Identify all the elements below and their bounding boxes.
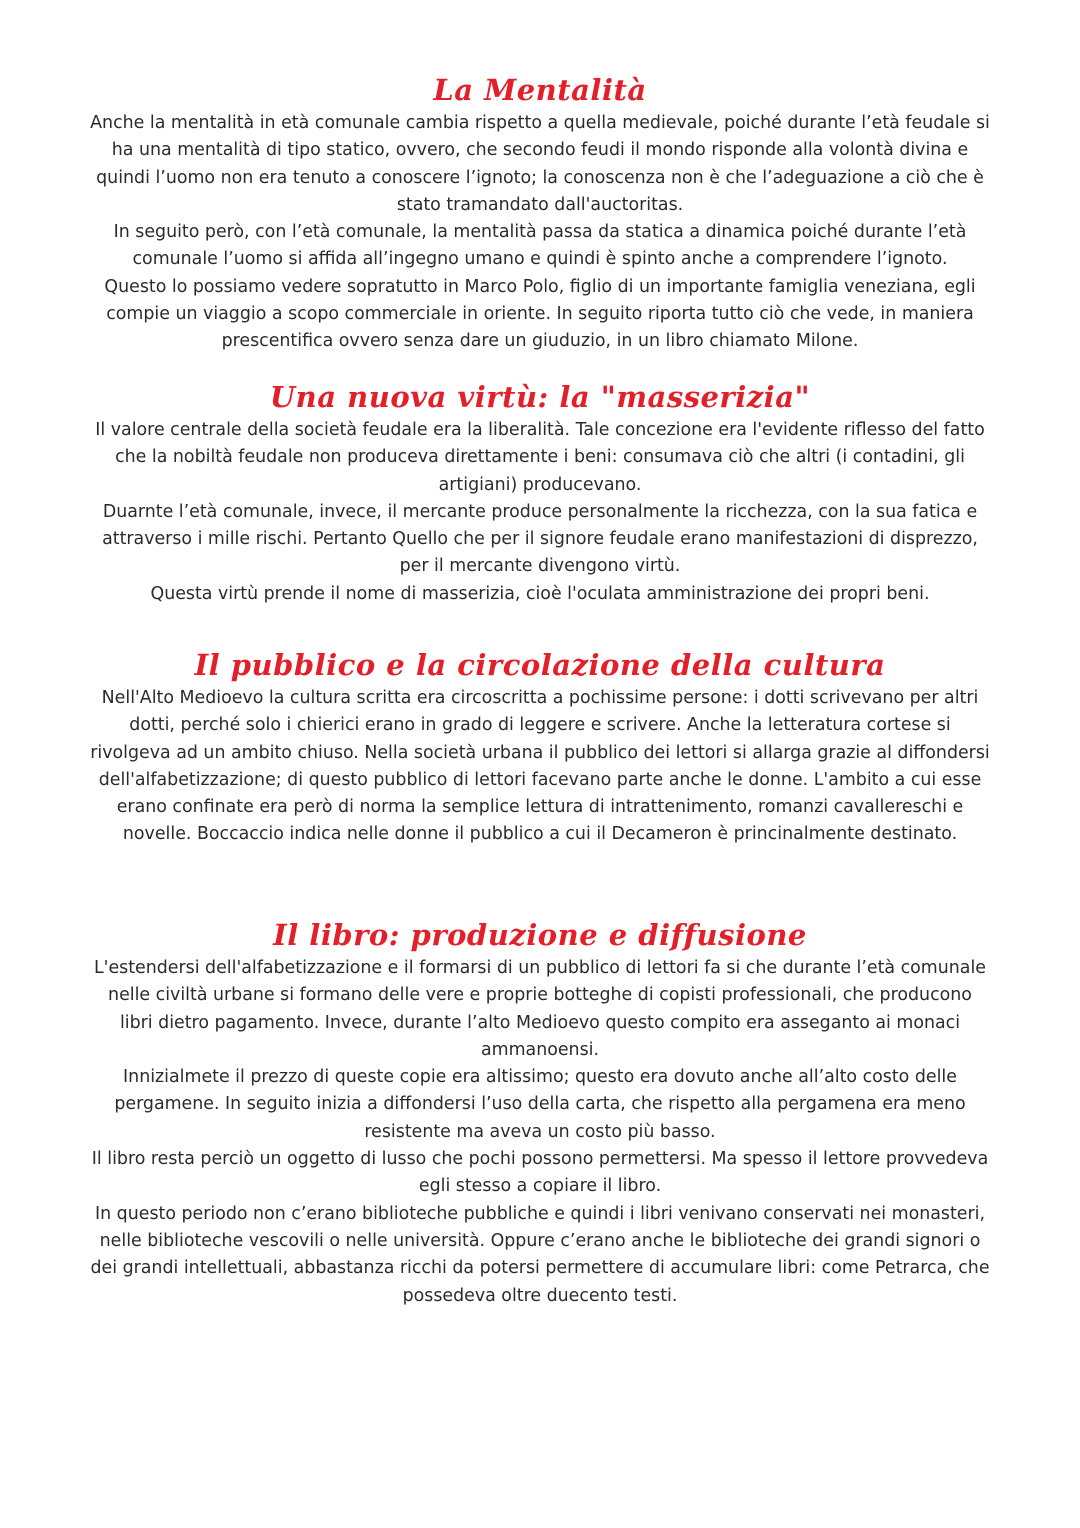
section-masserizia xyxy=(90,377,990,608)
section-mentalita xyxy=(90,70,990,356)
paragraph: Anche la mentalità in età comunale cambia rispetto a quella medievale, poiché durante l’età feudale si ha una mentalità di tipo statico, ovvero, che secondo feudi il mondo risponde alla volontà divina e quindi l’uomo non era tenuto a conoscere l’ignoto; la conoscenza non è che l’adeguazione a ciò che è stato tramandato dall'auctoritas. xyxy=(90,113,990,215)
paragraph: Il valore centrale della società feudale era la liberalità. Tale concezione era l'evidente riflesso del fatto che la nobiltà feudale non produceva direttamente i beni: consumava ciò che altri (i contadini, gli artigiani) producevano. xyxy=(95,420,985,495)
section-libro xyxy=(90,915,990,1310)
section-title: Una nuova virtù: la "masserizia" xyxy=(269,380,811,414)
paragraph: Duarnte l’età comunale, invece, il mercante produce personalmente la ricchezza, con la sua fatica e attraverso i mille rischi. Pertanto Quello che per il signore feudale erano manifestazioni di disprezzo, per il mercante divengono virtù. xyxy=(102,501,978,577)
paragraph: Innizialmete il prezzo di queste copie era altissimo; questo era dovuto anche all’alto costo delle pergamene. In seguito inizia a diffondersi l’uso della carta, che rispetto alla pergamena era meno resistente ma aveva un costo più basso. xyxy=(114,1067,966,1142)
paragraph: L'estendersi dell'alfabetizzazione e il formarsi di un pubblico di lettori fa si che durante l’età comunale nelle civiltà urbane si formano delle vere e proprie botteghe di copisti professionali, che producono libri dietro pagamento. Invece, durante l’alto Medioevo questo compito era asseganto ai monaci ammanoensi. xyxy=(93,958,986,1060)
section-title: Il pubblico e la circolazione della cultura xyxy=(194,648,886,682)
section-title: Il libro: produzione e diffusione xyxy=(273,918,807,952)
paragraph: Questa virtù prende il nome di masserizia, cioè l'oculata amministrazione dei propri beni. xyxy=(150,583,930,604)
paragraph: Il libro resta perciò un oggetto di lusso che pochi possono permettersi. Ma spesso il lettore provvedeva egli stesso a copiare il libro. xyxy=(91,1149,989,1197)
paragraph: Nell'Alto Medioevo la cultura scritta era circoscritta a pochissime persone: i dotti scrivevano per altri dotti, perché solo i chierici erano in grado di leggere e scrivere. Anche la letteratura cortese si rivolgeva ad un ambito chiuso. Nella società urbana il pubblico dei lettori si allarga grazie al diffondersi dell'alfabetizzazione; di questo pubblico di lettori facevano parte anche le donne. L'ambito a cui esse erano confinate era però di norma la semplice lettura di intrattenimento, romanzi cavallereschi e novelle. Boccaccio indica nelle donne il pubblico a cui il Decameron è princinalmente destinato. xyxy=(90,688,990,845)
section-title: La Mentalità xyxy=(433,73,647,107)
paragraph: In questo periodo non c’erano biblioteche pubbliche e quindi i libri venivano conservati nei monasteri, nelle biblioteche vescovili o nelle università. Oppure c’erano anche le biblioteche dei grandi signori o dei grandi intellettuali, abbastanza ricchi da potersi permettere di accumulare libri: come Petrarca, che possedeva oltre duecento testi. xyxy=(90,1203,990,1306)
paragraph: Questo lo possiamo vedere sopratutto in Marco Polo, figlio di un importante famiglia veneziana, egli compie un viaggio a scopo commerciale in oriente. In seguito riporta tutto ciò che vede, in maniera prescentifica ovvero senza dare un giuduzio, in un libro chiamato Milone. xyxy=(104,276,976,352)
paragraph: In seguito però, con l’età comunale, la mentalità passa da statica a dinamica poiché durante l’età comunale l’uomo si affida all’ingegno umano e quindi è spinto anche a comprendere l’ignoto. xyxy=(113,222,967,270)
section-pubblico-cultura xyxy=(90,645,990,849)
